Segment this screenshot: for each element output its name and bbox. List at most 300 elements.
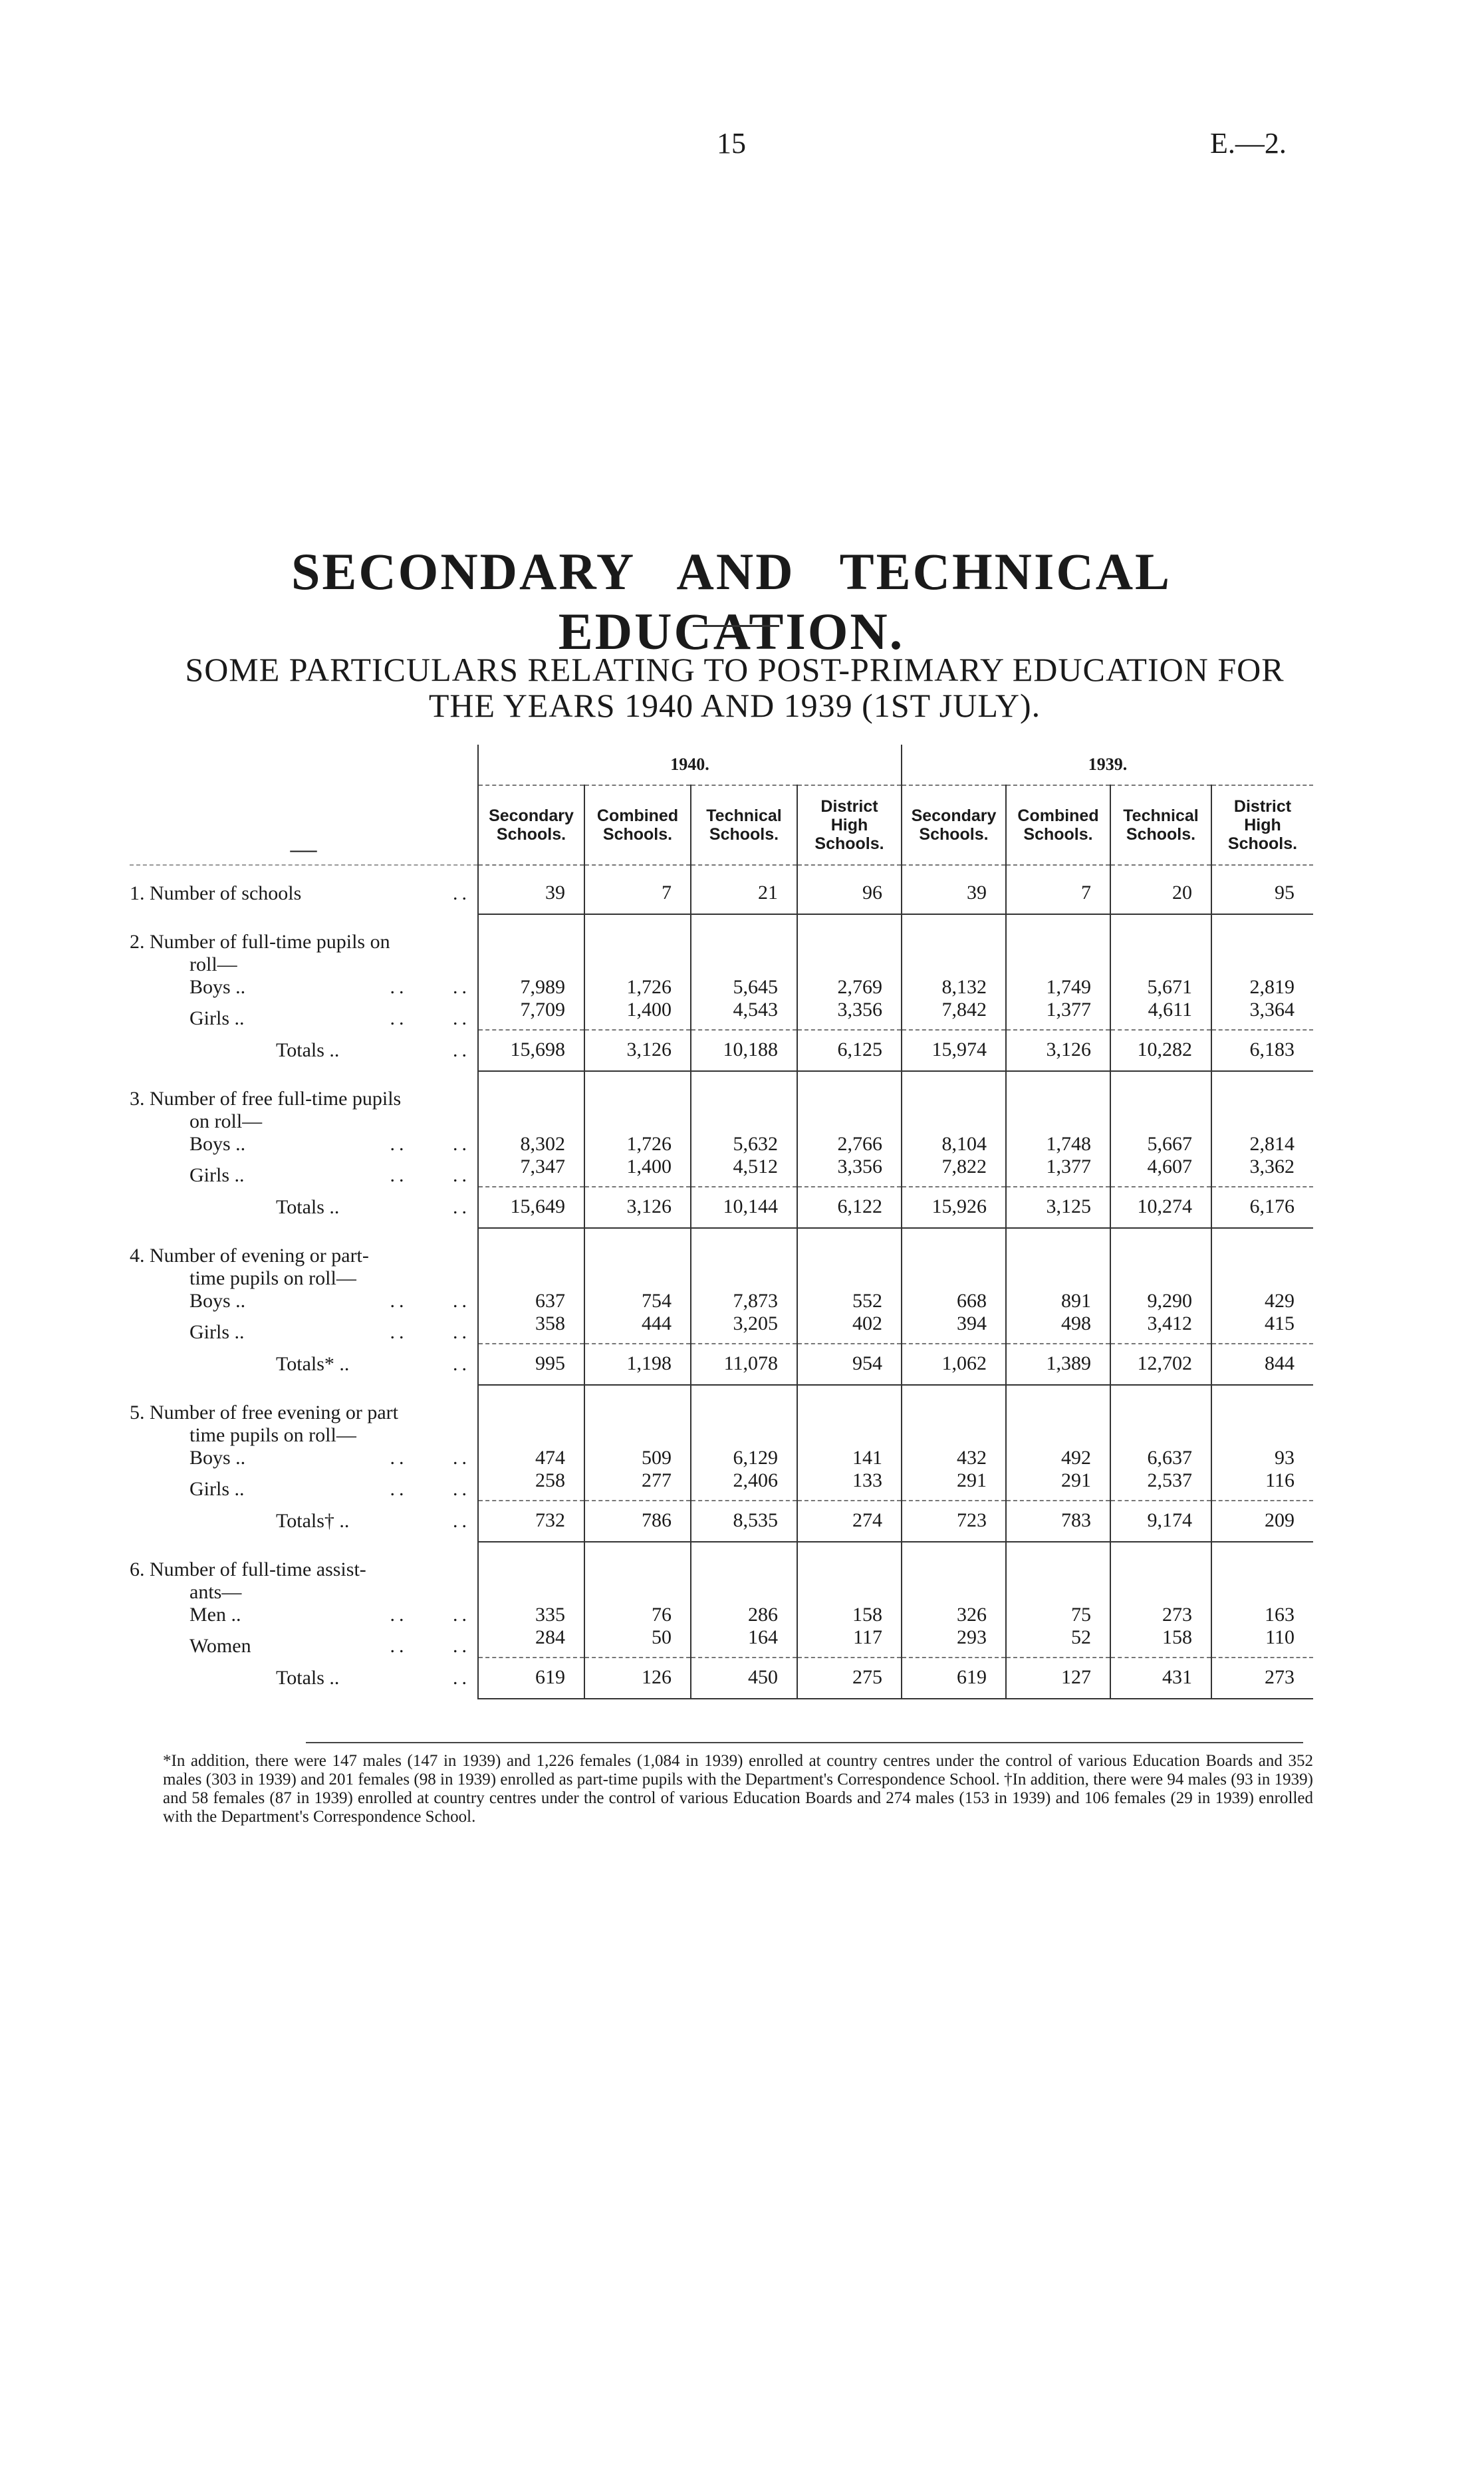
table-cell [1006,1245,1110,1267]
column-header: Secondary Schools. [478,785,584,865]
footnote-dagger: †In addition, there were 94 males (93 in 1939) and 58 females (87 in 1939) enrolled at country centres under the control of various Education Boards and 274 males (153 in 1939) and 106 females (29 in 1939) enrolled with the Department's Correspondence School. [163,1771,1314,1826]
row-label: Totals .. .. [276,1196,471,1218]
row-label: 4. Number of evening or part- [130,1245,369,1267]
table-cell: 6,125 [797,1030,902,1071]
table-cell: 133 [797,1469,902,1501]
table-cell [1211,953,1313,976]
row-label: Boys .. .. .. [189,976,471,998]
table-cell [584,914,691,931]
row-label: Women .. .. [189,1635,471,1657]
table-cell: 93 [1211,1447,1313,1469]
section-heading-row [130,1088,1313,1110]
table-cell [584,1581,691,1604]
table-cell: 1,400 [584,1156,691,1187]
table-cell: 1,726 [584,976,691,999]
table-cell: 10,144 [691,1187,797,1228]
table-cell [478,865,584,882]
table-cell [1110,953,1211,976]
table-cell: 358 [478,1312,584,1344]
table-cell: 75 [1006,1604,1110,1626]
table-cell [902,1581,1006,1604]
table-cell: 492 [1006,1447,1110,1469]
table-cell: 273 [1110,1604,1211,1626]
table-cell [797,931,902,953]
table-cell [1006,914,1110,931]
section-heading-row [130,1267,1313,1290]
table-cell [1211,1245,1313,1267]
table-cell [797,1424,902,1447]
row-label: Totals† .. .. [276,1510,471,1532]
row-label: Boys .. .. .. [189,1447,471,1469]
table-cell [1211,1110,1313,1133]
table-cell [584,865,691,882]
table-cell [797,953,902,976]
row-label: Men .. .. .. [189,1604,471,1626]
table-cell [1006,1542,1110,1558]
table-cell [691,1385,797,1402]
table-cell [902,1267,1006,1290]
table-cell: 431 [1110,1658,1211,1699]
table-cell [1110,1542,1211,1558]
table-cell [1006,1110,1110,1133]
table-cell: 15,974 [902,1030,1006,1071]
totals-row [130,1187,1313,1228]
table-cell [1006,1402,1110,1424]
table-cell [902,1088,1006,1110]
table-cell [902,1558,1006,1581]
table-cell: 2,769 [797,976,902,999]
table-cell [902,914,1006,931]
table-cell: 444 [584,1312,691,1344]
table-cell: 3,126 [584,1030,691,1071]
table-cell [1006,865,1110,882]
table-cell [797,914,902,931]
table-cell [797,1228,902,1245]
table-cell [478,1110,584,1133]
table-row [130,1290,1313,1312]
table-cell [902,1402,1006,1424]
table-cell: 954 [797,1344,902,1385]
table-row [130,1626,1313,1658]
year-header-row [130,745,1313,785]
table-row [130,1156,1313,1187]
table-cell: 293 [902,1626,1006,1658]
table-cell [691,1558,797,1581]
table-cell: 10,188 [691,1030,797,1071]
table-cell: 274 [797,1501,902,1542]
column-header: Technical Schools. [1110,785,1211,865]
table-cell [478,1402,584,1424]
table-cell [1211,1071,1313,1088]
table-cell: 3,362 [1211,1156,1313,1187]
table-cell [1110,1424,1211,1447]
subtitle-line-2: THE YEARS 1940 AND 1939 (1ST JULY). [428,687,1041,724]
table-cell: 7,709 [478,999,584,1030]
table-cell: 258 [478,1469,584,1501]
table-cell [691,1542,797,1558]
table-cell [584,1088,691,1110]
table-cell: 1,062 [902,1344,1006,1385]
table-cell [584,1071,691,1088]
table-cell: 474 [478,1447,584,1469]
column-header: Combined Schools. [1006,785,1110,865]
page-number: 15 [717,127,746,160]
table-cell: 1,748 [1006,1133,1110,1156]
table-cell [902,931,1006,953]
table-cell [1006,1581,1110,1604]
table-cell [478,1385,584,1402]
table-cell: 50 [584,1626,691,1658]
row-label: 3. Number of free full-time pupils [130,1088,402,1110]
table-cell [584,1267,691,1290]
footnote-divider [306,1742,1303,1743]
table-cell: 10,274 [1110,1187,1211,1228]
table-cell: 7,842 [902,999,1006,1030]
table-cell: 415 [1211,1312,1313,1344]
table-cell: 8,302 [478,1133,584,1156]
table-cell: 1,389 [1006,1344,1110,1385]
table-cell [1006,1088,1110,1110]
table-cell: 8,104 [902,1133,1006,1156]
table-cell: 6,183 [1211,1030,1313,1071]
table-cell [478,1558,584,1581]
table-cell: 1,198 [584,1344,691,1385]
table-cell [797,1542,902,1558]
table-row [130,1312,1313,1344]
table-cell [478,1071,584,1088]
table-cell: 7 [1006,882,1110,914]
totals-row [130,1344,1313,1385]
table-cell: 1,377 [1006,999,1110,1030]
table-cell [1110,1385,1211,1402]
row-label: time pupils on roll— [189,1267,356,1289]
table-cell: 783 [1006,1501,1110,1542]
table-cell: 432 [902,1447,1006,1469]
table-cell: 275 [797,1658,902,1699]
table-cell: 3,205 [691,1312,797,1344]
row-label: on roll— [189,1110,263,1132]
table-row [130,1447,1313,1469]
row-label: Totals* .. .. [276,1353,471,1375]
table-cell: 110 [1211,1626,1313,1658]
table-cell: 5,667 [1110,1133,1211,1156]
year-header-1939: 1939. [902,745,1313,785]
row-label: Totals .. .. [276,1667,471,1689]
table-cell: 3,126 [584,1187,691,1228]
title-divider [693,625,779,627]
table-cell [1211,1581,1313,1604]
row-label: 2. Number of full-time pupils on [130,931,390,953]
table-cell: 1,749 [1006,976,1110,999]
table-cell: 76 [584,1604,691,1626]
table-cell: 637 [478,1290,584,1312]
table-row [130,1604,1313,1626]
table-cell [478,1088,584,1110]
table-cell: 723 [902,1501,1006,1542]
table-row [130,1133,1313,1156]
table-cell [902,1385,1006,1402]
table-cell: 619 [478,1658,584,1699]
table-cell: 3,356 [797,999,902,1030]
section-heading-row [130,1245,1313,1267]
statistics-table-container [130,745,1313,1699]
table-cell: 7,347 [478,1156,584,1187]
table-cell [584,1542,691,1558]
table-cell [1211,914,1313,931]
table-cell: 6,176 [1211,1187,1313,1228]
table-cell [478,1267,584,1290]
table-cell [797,1245,902,1267]
table-cell: 158 [1110,1626,1211,1658]
table-cell [902,1071,1006,1088]
table-cell [584,1245,691,1267]
table-cell: 2,406 [691,1469,797,1501]
table-cell [1211,1267,1313,1290]
table-cell: 15,926 [902,1187,1006,1228]
table-row [130,1469,1313,1501]
row-label: time pupils on roll— [189,1424,356,1446]
table-cell [902,1542,1006,1558]
table-cell [478,1581,584,1604]
table-cell: 668 [902,1290,1006,1312]
table-cell [797,1558,902,1581]
row-label: 6. Number of full-time assist- [130,1558,366,1580]
table-cell [584,1385,691,1402]
table-cell [1110,1402,1211,1424]
table-cell [584,953,691,976]
table-cell: 164 [691,1626,797,1658]
table-cell [584,931,691,953]
table-cell [478,1245,584,1267]
row-label: Boys .. .. .. [189,1133,471,1155]
table-cell: 394 [902,1312,1006,1344]
table-cell [1006,931,1110,953]
table-cell: 509 [584,1447,691,1469]
table-cell [1110,1088,1211,1110]
row-label: Girls .. .. .. [189,1321,471,1343]
row-label: Girls .. .. .. [189,1478,471,1500]
table-cell: 1,726 [584,1133,691,1156]
table-cell: 552 [797,1290,902,1312]
table-cell [691,953,797,976]
table-cell: 9,174 [1110,1501,1211,1542]
table-cell: 450 [691,1658,797,1699]
table-cell [1110,1558,1211,1581]
table-cell [691,1424,797,1447]
table-cell [902,1245,1006,1267]
table-cell [691,1071,797,1088]
table-cell [1006,1228,1110,1245]
table-cell: 429 [1211,1290,1313,1312]
row-label: 5. Number of free evening or part [130,1402,399,1423]
table-cell [1110,1245,1211,1267]
table-cell: 273 [1211,1658,1313,1699]
table-cell: 4,543 [691,999,797,1030]
table-cell [1211,1542,1313,1558]
section-heading-row [130,953,1313,976]
table-cell [691,1402,797,1424]
table-cell [1006,1385,1110,1402]
section-heading-row [130,1402,1313,1424]
table-cell [478,1424,584,1447]
table-row [130,999,1313,1030]
table-cell [1211,931,1313,953]
table-cell: 291 [1006,1469,1110,1501]
table-cell [1110,1267,1211,1290]
table-cell [797,1402,902,1424]
column-header: Technical Schools. [691,785,797,865]
table-cell [478,931,584,953]
table-cell: 21 [691,882,797,914]
table-cell: 4,611 [1110,999,1211,1030]
table-cell: 52 [1006,1626,1110,1658]
document-reference: E.—2. [1210,127,1287,160]
table-cell [1110,1581,1211,1604]
table-cell: 291 [902,1469,1006,1501]
section-heading-row [130,1110,1313,1133]
table-row [130,976,1313,999]
table-cell: 844 [1211,1344,1313,1385]
table-cell [691,931,797,953]
table-cell [797,1267,902,1290]
table-cell [691,1245,797,1267]
footnote-star: *In addition, there were 147 males (147 in 1939) and 1,226 females (1,084 in 1939) enrolled at country centres under the control of various Education Boards and 352 males (303 in 1939) and 201 females (98 in 1939) enrolled as part-time pupils with the Department's Correspondence School. [163,1752,1313,1788]
table-cell: 11,078 [691,1344,797,1385]
table-cell: 1,377 [1006,1156,1110,1187]
table-cell [797,1088,902,1110]
table-cell: 15,649 [478,1187,584,1228]
table-cell [691,865,797,882]
table-cell: 498 [1006,1312,1110,1344]
statistics-table [130,745,1313,1699]
column-header: Secondary Schools. [902,785,1006,865]
table-cell: 995 [478,1344,584,1385]
table-cell [1211,1402,1313,1424]
table-cell [902,865,1006,882]
column-header: Combined Schools. [584,785,691,865]
table-cell: 7,989 [478,976,584,999]
table-cell: 3,125 [1006,1187,1110,1228]
page-title: SECONDARY AND TECHNICAL EDUCATION. [291,543,1172,660]
table-cell: 96 [797,882,902,914]
subtitle-line-1: SOME PARTICULARS RELATING TO POST-PRIMARY EDUCATION FOR [185,651,1285,688]
table-cell: 5,645 [691,976,797,999]
table-cell: 619 [902,1658,1006,1699]
table-cell: 284 [478,1626,584,1658]
year-header-1940: 1940. [478,745,902,785]
table-cell: 277 [584,1469,691,1501]
table-cell: 2,766 [797,1133,902,1156]
table-cell [584,1424,691,1447]
table-cell [1006,1071,1110,1088]
table-cell [1110,865,1211,882]
footnote [163,1752,1313,1826]
table-cell [691,1088,797,1110]
table-cell: 126 [584,1658,691,1699]
table-cell: 39 [902,882,1006,914]
table-cell: 5,671 [1110,976,1211,999]
table-cell: 8,535 [691,1501,797,1542]
row-label: Girls .. .. .. [189,1007,471,1029]
table-cell [797,1385,902,1402]
table-row [130,882,1313,914]
table-cell: 209 [1211,1501,1313,1542]
page-subtitle [133,652,1336,723]
table-cell: 6,129 [691,1447,797,1469]
table-cell: 4,512 [691,1156,797,1187]
table-cell: 5,632 [691,1133,797,1156]
table-cell [1211,1558,1313,1581]
totals-row [130,1501,1313,1542]
table-cell: 2,537 [1110,1469,1211,1501]
table-cell [902,1228,1006,1245]
table-cell [1211,1088,1313,1110]
table-cell: 286 [691,1604,797,1626]
table-cell: 10,282 [1110,1030,1211,1071]
table-cell: 158 [797,1604,902,1626]
table-cell [1110,1228,1211,1245]
table-cell: 786 [584,1501,691,1542]
section-heading-row [130,1558,1313,1581]
table-cell [797,1581,902,1604]
corner-cell: — [130,745,478,865]
table-cell [1211,865,1313,882]
row-label: Totals .. .. [276,1039,471,1061]
table-cell: 7 [584,882,691,914]
table-cell [1211,1228,1313,1245]
table-cell [691,1228,797,1245]
table-cell: 891 [1006,1290,1110,1312]
table-cell [1110,1110,1211,1133]
column-header: District High Schools. [1211,785,1313,865]
table-cell [691,914,797,931]
row-label: 1. Number of schools .. [130,882,471,904]
table-cell [797,1071,902,1088]
table-cell: 3,364 [1211,999,1313,1030]
table-cell [478,1228,584,1245]
totals-row [130,1658,1313,1699]
table-cell [584,1228,691,1245]
table-cell: 335 [478,1604,584,1626]
table-cell: 15,698 [478,1030,584,1071]
table-cell [1006,1267,1110,1290]
table-cell [1211,1424,1313,1447]
table-cell: 3,356 [797,1156,902,1187]
table-cell [797,865,902,882]
table-cell [902,1424,1006,1447]
table-cell: 6,122 [797,1187,902,1228]
table-cell: 95 [1211,882,1313,914]
table-cell: 7,822 [902,1156,1006,1187]
section-heading-row [130,1581,1313,1604]
section-heading-row [130,1424,1313,1447]
table-cell: 116 [1211,1469,1313,1501]
table-cell [584,1558,691,1581]
row-label: Girls .. .. .. [189,1164,471,1186]
table-cell [478,1542,584,1558]
table-cell [478,914,584,931]
totals-row [130,1030,1313,1071]
table-cell: 4,607 [1110,1156,1211,1187]
table-body [130,865,1313,1699]
table-cell [1006,953,1110,976]
table-cell: 6,637 [1110,1447,1211,1469]
table-cell [691,1581,797,1604]
table-cell [478,953,584,976]
table-cell [691,1267,797,1290]
table-cell [1006,1424,1110,1447]
section-heading-row [130,931,1313,953]
